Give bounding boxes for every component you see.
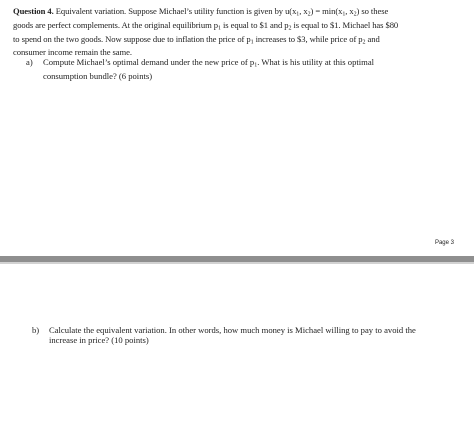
question-heading: Question 4. — [13, 6, 54, 16]
part-a-line-2: consumption bundle? (6 points) — [43, 70, 153, 81]
question-text: goods are perfect complements. At the original equilibrium p — [13, 19, 218, 30]
subscript: 1 — [250, 39, 254, 46]
question-line-2 — [13, 20, 461, 34]
question-line-1 — [13, 6, 461, 20]
question-line-3 — [13, 34, 461, 48]
question-text: ) so these — [356, 6, 389, 16]
question-4-text — [13, 6, 461, 58]
question-text: Equivalent variation. Suppose Michael’s utility function is given by u(x — [53, 6, 297, 16]
question-text: and — [365, 33, 380, 44]
question-text: , x — [299, 6, 308, 16]
subscript: 1 — [254, 62, 258, 69]
question-text: is equal to $1 and p — [220, 19, 289, 30]
part-a-line-1 — [26, 57, 374, 71]
subscript: 2 — [353, 11, 357, 18]
subscript: 1 — [342, 11, 346, 18]
part-b-line-2: increase in price? (10 points) — [49, 335, 149, 346]
part-a — [26, 57, 374, 81]
subscript: 2 — [307, 11, 311, 18]
part-a-text: . What is his utility at this optimal — [257, 57, 375, 67]
part-b-marker: b) — [32, 325, 40, 335]
subscript: 1 — [296, 11, 300, 18]
part-b-text: Calculate the equivalent variation. In other words, how much money is Michael willing to pay to avoid the — [49, 325, 416, 335]
part-b — [32, 325, 416, 346]
page-number: Page 3 — [434, 240, 454, 246]
part-a-text: Compute Michael’s optimal demand under the new price of p — [43, 57, 255, 67]
part-b-line-1 — [32, 325, 416, 335]
subscript: 1 — [217, 25, 221, 32]
question-text: is equal to $1. Michael has $80 — [291, 19, 399, 30]
question-line-4: consumer income remain the same. — [13, 47, 132, 58]
subscript: 2 — [362, 39, 366, 46]
question-text: increases to $3, while price of p — [253, 33, 363, 44]
question-text: , x — [345, 6, 354, 16]
question-text: to spend on the two goods. Now suppose due to inflation the price of p — [13, 33, 251, 44]
question-text: ) = min(x — [310, 6, 343, 16]
subscript: 2 — [288, 25, 292, 32]
part-a-marker: a) — [26, 57, 33, 67]
